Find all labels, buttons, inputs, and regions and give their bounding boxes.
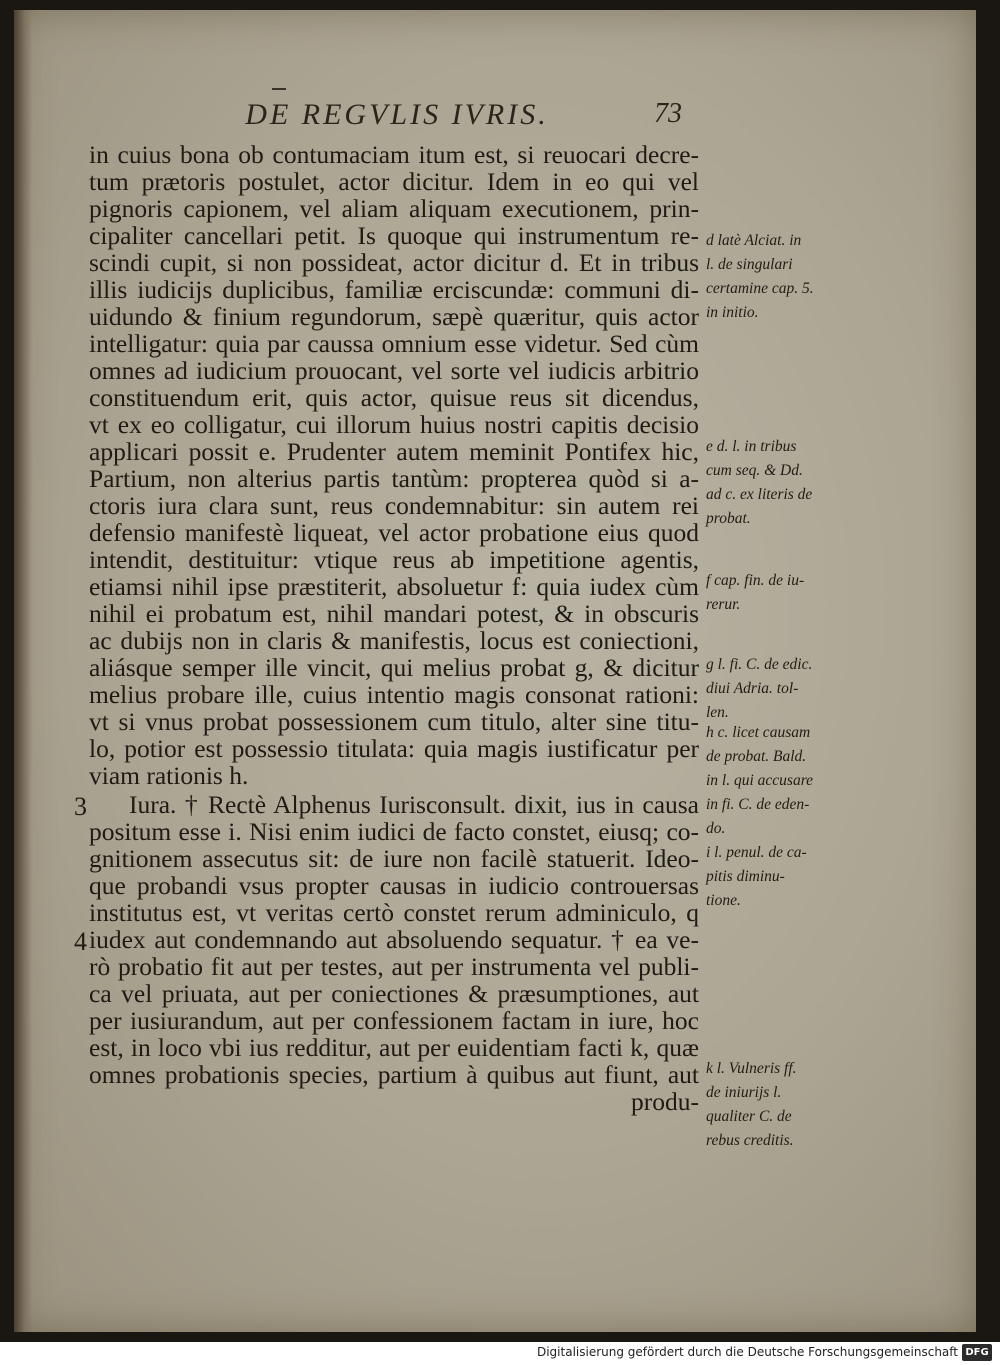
body-line-catchword: produ- [631, 1087, 699, 1116]
margin-note: l. de singulari [706, 256, 793, 273]
margin-note: de iniurijs l. [706, 1084, 782, 1101]
body-line: illis iudicijs duplicibus, familiæ erciscundæ: communi di- [89, 275, 699, 304]
margin-note: h c. licet causam [706, 724, 811, 741]
body-line: intelligatur: quia par caussa omnium esse videtur. Sed cùm [89, 329, 699, 358]
body-line: viam rationis h. [89, 761, 249, 790]
body-line: ca vel priuata, aut per coniectiones & præsumptiones, aut [89, 979, 699, 1008]
body-line: in cuius bona ob contumaciam itum est, si reuocari decre- [89, 140, 699, 169]
header-ornament-dash [272, 88, 286, 90]
margin-note: rebus creditis. [706, 1132, 794, 1149]
body-line: lo, potior est possessio titulata: quia magis iustificatur per [89, 734, 699, 763]
body-line: positum esse i. Nisi enim iudici de facto constet, eiusq; co- [89, 817, 699, 846]
body-line: defensio manifestè liqueat, vel actor probatione eius quod [89, 518, 699, 547]
dfg-logo: DFG [962, 1344, 992, 1361]
body-line: ctoris iura clara sunt, reus condemnabitur: sin autem rei [89, 491, 699, 520]
margin-note: pitis diminu- [706, 868, 785, 885]
margin-note: diui Adria. tol- [706, 680, 799, 697]
body-line: melius probare ille, cuius intentio magis consonat rationi: [89, 680, 699, 709]
body-line: aliásque semper ille vincit, qui melius probat g, & dicitur [89, 653, 699, 682]
funding-credit: Digitalisierung gefördert durch die Deutsche Forschungsgemeinschaft [536, 1345, 958, 1359]
margin-note: certamine cap. 5. [706, 280, 814, 297]
margin-note: f cap. fin. de iu- [706, 572, 805, 589]
running-title: DE REGVLIS IVRIS. [245, 98, 549, 131]
margin-note: de probat. Bald. [706, 748, 807, 765]
body-line: institutus est, vt veritas certò constet rerum adminiculo, q [89, 898, 699, 927]
margin-note: d latè Alciat. in [706, 232, 802, 249]
margin-note: qualiter C. de [706, 1108, 792, 1125]
margin-note: e d. l. in tribus [706, 438, 797, 455]
body-line: uidundo & finium regundorum, sæpè quæritur, quis actor [89, 302, 699, 331]
margin-note: cum seq. & Dd. [706, 462, 803, 479]
margin-note: k l. Vulneris ff. [706, 1060, 797, 1077]
margin-note: probat. [706, 510, 751, 527]
margin-note: ad c. ex literis de [706, 486, 813, 503]
book-page [14, 10, 976, 1332]
body-line: rò probatio fit aut per testes, aut per instrumenta vel publi- [89, 952, 699, 981]
margin-note: g l. fi. C. de edic. [706, 656, 813, 673]
body-line: per iusiurandum, aut per confessionem factam in iure, hoc [89, 1006, 699, 1035]
body-line: etiamsi nihil ipse præstiterit, absoluetur f: quia iudex cùm [89, 572, 699, 601]
margin-note: in l. qui accusare [706, 772, 814, 789]
body-line: intendit, destituitur: vtique reus ab impetitione agentis, [89, 545, 699, 574]
body-line: vt si vnus probat possessionem cum titulo, alter sine titu- [89, 707, 699, 736]
body-line: tum prætoris postulet, actor dicitur. Idem in eo qui vel [89, 167, 699, 196]
footer-bar [0, 1342, 1000, 1365]
body-line: scindi cupit, si non possideat, actor dicitur d. Et in tribus [89, 248, 699, 277]
body-line: omnes ad iudicium prouocant, vel sorte vel iudicis arbitrio [89, 356, 699, 385]
margin-section-number: 3 [74, 792, 87, 821]
body-line: nihil ei probatum est, nihil mandari potest, & in obscuris [89, 599, 699, 628]
body-line: Iura. † Rectè Alphenus Iurisconsult. dixit, ius in causa [129, 790, 699, 819]
body-line: gnitionem assecutus sit: de iure non facilè statuerit. Ideo- [89, 844, 699, 873]
body-line: ac dubijs non in claris & manifestis, locus est coniectioni, [89, 626, 699, 655]
body-line: pignoris capionem, vel aliam aliquam executionem, prin- [89, 194, 699, 223]
body-line: que probandi vsus propter causas in iudicio controuersas [89, 871, 699, 900]
margin-section-number: 4 [74, 927, 87, 956]
page-number: 73 [654, 98, 682, 129]
body-line: vt ex eo colligatur, cui illorum huius nostri capitis decisio [89, 410, 699, 439]
margin-note: in fi. C. de eden- [706, 796, 810, 813]
margin-note: len. [706, 704, 729, 721]
body-line: omnes probationis species, partium à quibus aut fiunt, aut [89, 1060, 699, 1089]
margin-note: tione. [706, 892, 741, 909]
margin-note: do. [706, 820, 726, 837]
margin-note: i l. penul. de ca- [706, 844, 807, 861]
body-line: est, in loco vbi ius redditur, aut per euidentiam facti k, quæ [89, 1033, 699, 1062]
body-line: applicari possit e. Prudenter autem meminit Pontifex hic, [89, 437, 699, 466]
margin-note: rerur. [706, 596, 741, 613]
body-line: constituendum erit, quis actor, quisue reus sit dicendus, [89, 383, 699, 412]
body-line: iudex aut condemnando aut absoluendo sequatur. † ea ve- [89, 925, 699, 954]
body-line: cipaliter cancellari petit. Is quoque qui instrumentum re- [89, 221, 699, 250]
page-binding-edge [14, 10, 32, 1332]
body-line: Partium, non alterius partis tantùm: propterea quòd si a- [89, 464, 699, 493]
margin-note: in initio. [706, 304, 759, 321]
